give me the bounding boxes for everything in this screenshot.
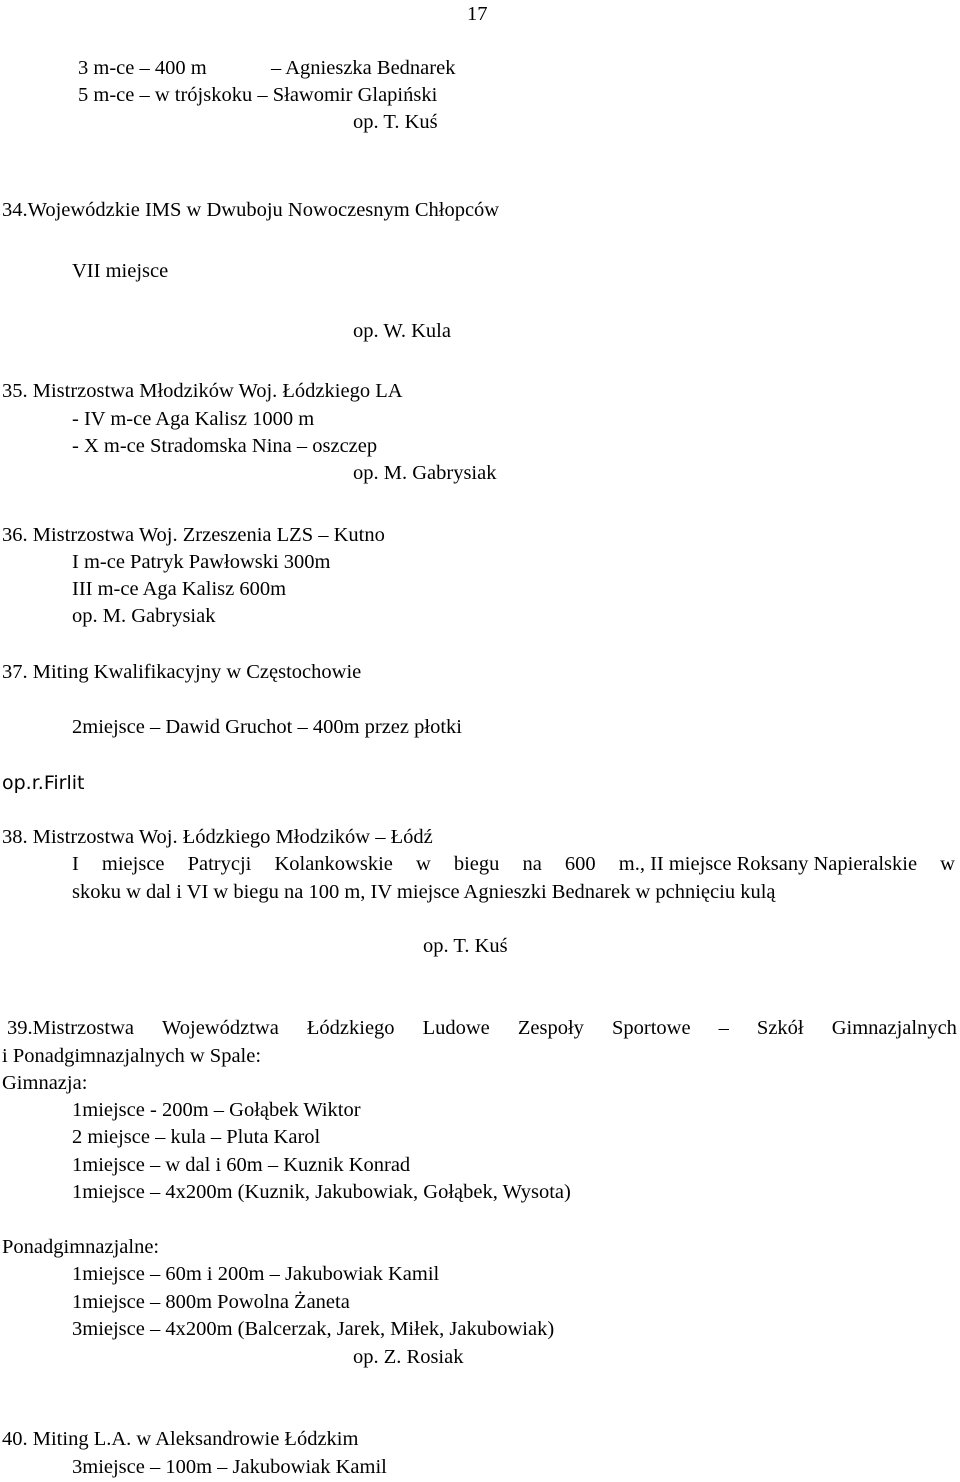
word: Łódzkiego	[306, 1017, 395, 1039]
section-heading: i Ponadgimnazjalnych w Spale:	[2, 1045, 262, 1067]
word-group	[619, 852, 917, 876]
word: –	[718, 1017, 729, 1039]
section-heading: 35. Mistrzostwa Młodzików Woj. Łódzkiego LA	[2, 380, 403, 402]
result-line: VII miejsce	[72, 260, 169, 282]
word: 600	[564, 853, 596, 875]
word: w	[415, 853, 431, 875]
word: m.	[618, 853, 640, 875]
coach-line: op. M. Gabrysiak	[72, 605, 216, 627]
page-number: 17	[467, 3, 488, 25]
result-line: - X m-ce Stradomska Nina – oszczep	[72, 435, 378, 457]
word: biegu	[453, 853, 500, 875]
result-line: III m-ce Aga Kalisz 600m	[72, 578, 287, 600]
result-line: skoku w dal i VI w biegu na 100 m, IV miejsce Agnieszki Bednarek w pchnięciu kulą	[72, 881, 776, 903]
word: miejsce	[101, 853, 165, 875]
list-item: 1miejsce – 4x200m (Kuznik, Jakubowiak, Gołąbek, Wysota)	[72, 1181, 571, 1203]
word: na	[522, 853, 542, 875]
word: Województwa	[162, 1017, 279, 1039]
coach-line: op. T. Kuś	[423, 935, 508, 957]
list-item: 1miejsce – w dal i 60m – Kuznik Konrad	[72, 1154, 411, 1176]
coach-line: op.r.Firlit	[2, 772, 85, 794]
word: I	[72, 853, 79, 875]
result-line: – Agnieszka Bednarek	[271, 57, 456, 79]
list-item: 2 miejsce – kula – Pluta Karol	[72, 1126, 321, 1148]
word: Szkół	[756, 1017, 804, 1039]
word: Gimnazjalnych	[831, 1017, 957, 1039]
result-line: I m-ce Patryk Pawłowski 300m	[72, 551, 331, 573]
coach-line: op. Z. Rosiak	[353, 1346, 464, 1368]
section-heading: 36. Mistrzostwa Woj. Zrzeszenia LZS – Kutno	[2, 524, 385, 546]
list-item: 1miejsce – 60m i 200m – Jakubowiak Kamil	[72, 1263, 440, 1285]
coach-line: op. W. Kula	[353, 320, 451, 342]
list-item: 1miejsce - 200m – Gołąbek Wiktor	[72, 1099, 361, 1121]
word: w	[940, 853, 955, 875]
word: Sportowe	[611, 1017, 691, 1039]
word: Zespoły	[517, 1017, 584, 1039]
result-line: 3 m-ce – 400 m	[78, 57, 207, 79]
word: , II miejsce Roksany Napieralskie	[639, 853, 918, 875]
list-item: 3miejsce – 4x200m (Balcerzak, Jarek, Miłek, Jakubowiak)	[72, 1318, 555, 1340]
result-line: 3miejsce – 100m – Jakubowiak Kamil	[72, 1456, 387, 1478]
result-line: 5 m-ce – w trójskoku – Sławomir Glapiński	[78, 84, 438, 106]
coach-line: op. M. Gabrysiak	[353, 462, 497, 484]
subsection-heading: Gimnazja:	[2, 1072, 88, 1094]
section-heading: 38. Mistrzostwa Woj. Łódzkiego Młodzików – Łódź	[2, 826, 433, 848]
word: Kolankowskie	[274, 853, 393, 875]
word: 39.Mistrzostwa	[7, 1017, 134, 1039]
list-item: 1miejsce – 800m Powolna Żaneta	[72, 1291, 350, 1313]
coach-line: op. T. Kuś	[353, 111, 438, 133]
word: Ludowe	[422, 1017, 490, 1039]
result-line-justified	[72, 852, 955, 876]
result-line: - IV m-ce Aga Kalisz 1000 m	[72, 408, 315, 430]
section-heading: 40. Miting L.A. w Aleksandrowie Łódzkim	[2, 1428, 359, 1450]
subsection-heading: Ponadgimnazjalne:	[2, 1236, 160, 1258]
word: Patrycji	[187, 853, 252, 875]
section-heading: 37. Miting Kwalifikacyjny w Częstochowie	[2, 661, 362, 683]
section-heading: 34.Wojewódzkie IMS w Dwuboju Nowoczesnym Chłopców	[2, 199, 500, 221]
result-line: 2miejsce – Dawid Gruchot – 400m przez płotki	[72, 716, 462, 738]
section-heading-justified	[2, 1016, 957, 1040]
